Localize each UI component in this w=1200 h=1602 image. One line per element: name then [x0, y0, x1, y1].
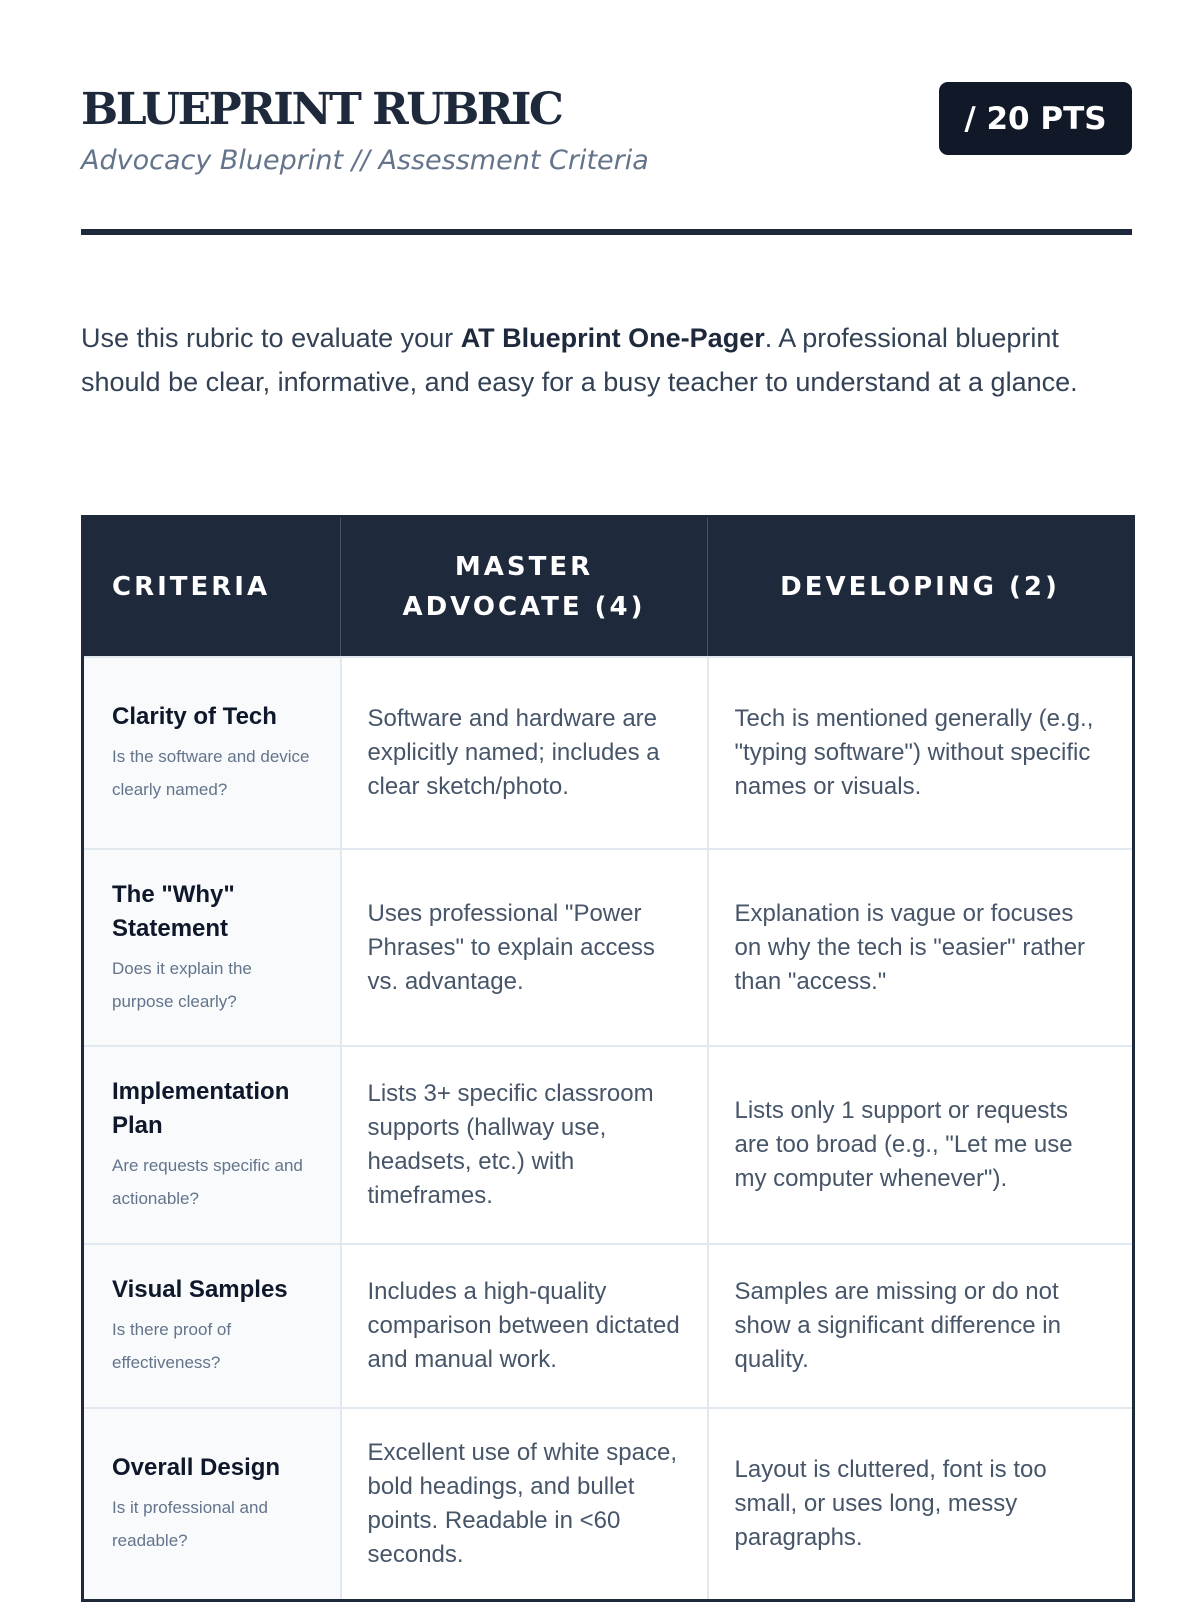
- criteria-cell: [83, 1408, 341, 1601]
- criterion-question: Is it professional and readable?: [112, 1498, 268, 1550]
- criteria-cell: [83, 1244, 341, 1408]
- criterion-title: The "Why" Statement: [112, 880, 235, 942]
- criteria-cell: [83, 849, 341, 1046]
- header-criteria: CRITERIA: [83, 517, 341, 658]
- master-advocate-cell: Software and hardware are explicitly named; includes a clear sketch/photo.: [341, 657, 708, 849]
- developing-cell: Samples are missing or do not show a significant difference in quality.: [708, 1244, 1134, 1408]
- page-header: [81, 80, 1132, 230]
- table-row: [83, 1408, 1134, 1601]
- table-row: [83, 849, 1134, 1046]
- developing-cell: Explanation is vague or focuses on why the tech is "easier" rather than "access.": [708, 849, 1134, 1046]
- page-title: BLUEPRINT RUBRIC: [81, 84, 562, 135]
- criterion-question: Is there proof of effectiveness?: [112, 1320, 232, 1372]
- master-advocate-cell: Includes a high-quality comparison between dictated and manual work.: [341, 1244, 708, 1408]
- header-divider: [81, 229, 1132, 235]
- criterion-question: Are requests specific and actionable?: [112, 1156, 303, 1208]
- intro-text-start: Use this rubric to evaluate your: [81, 323, 461, 353]
- criterion-question: Does it explain the purpose clearly?: [112, 958, 252, 1011]
- header-developing: DEVELOPING (2): [708, 517, 1134, 658]
- table-header-row: [83, 517, 1134, 658]
- criterion-title: Overall Design: [112, 1454, 281, 1481]
- page-subtitle: Advocacy Blueprint // Assessment Criteria: [81, 145, 649, 176]
- header-master-advocate: MASTER ADVOCATE (4): [341, 517, 708, 658]
- intro-paragraph: [81, 316, 1141, 404]
- table-row: [83, 657, 1134, 849]
- criterion-question: Is the software and device clearly named?: [112, 747, 310, 799]
- intro-bold-term: AT Blueprint One-Pager: [460, 323, 765, 353]
- developing-cell: Lists only 1 support or requests are too broad (e.g., "Let me use my computer whenever").: [708, 1046, 1134, 1244]
- intro-text-end: . A professional blueprint should be clear, informative, and easy for a busy teacher to understand at a glance.: [81, 323, 1078, 397]
- master-advocate-cell: Excellent use of white space, bold headings, and bullet points. Readable in <60 seconds.: [341, 1408, 708, 1601]
- rubric-table: [81, 515, 1135, 1602]
- master-advocate-cell: Uses professional "Power Phrases" to explain access vs. advantage.: [341, 849, 708, 1046]
- criteria-cell: [83, 1046, 341, 1244]
- developing-cell: Tech is mentioned generally (e.g., "typing software") without specific names or visuals.: [708, 657, 1134, 849]
- points-badge: / 20 PTS: [939, 82, 1132, 155]
- master-advocate-cell: Lists 3+ specific classroom supports (hallway use, headsets, etc.) with timeframes.: [341, 1046, 708, 1244]
- table-row: [83, 1244, 1134, 1408]
- criterion-title: Visual Samples: [112, 1276, 288, 1303]
- table-row: [83, 1046, 1134, 1244]
- criteria-cell: [83, 657, 341, 849]
- developing-cell: Layout is cluttered, font is too small, or uses long, messy paragraphs.: [708, 1408, 1134, 1601]
- criterion-title: Implementation Plan: [112, 1078, 290, 1139]
- criterion-title: Clarity of Tech: [112, 703, 277, 730]
